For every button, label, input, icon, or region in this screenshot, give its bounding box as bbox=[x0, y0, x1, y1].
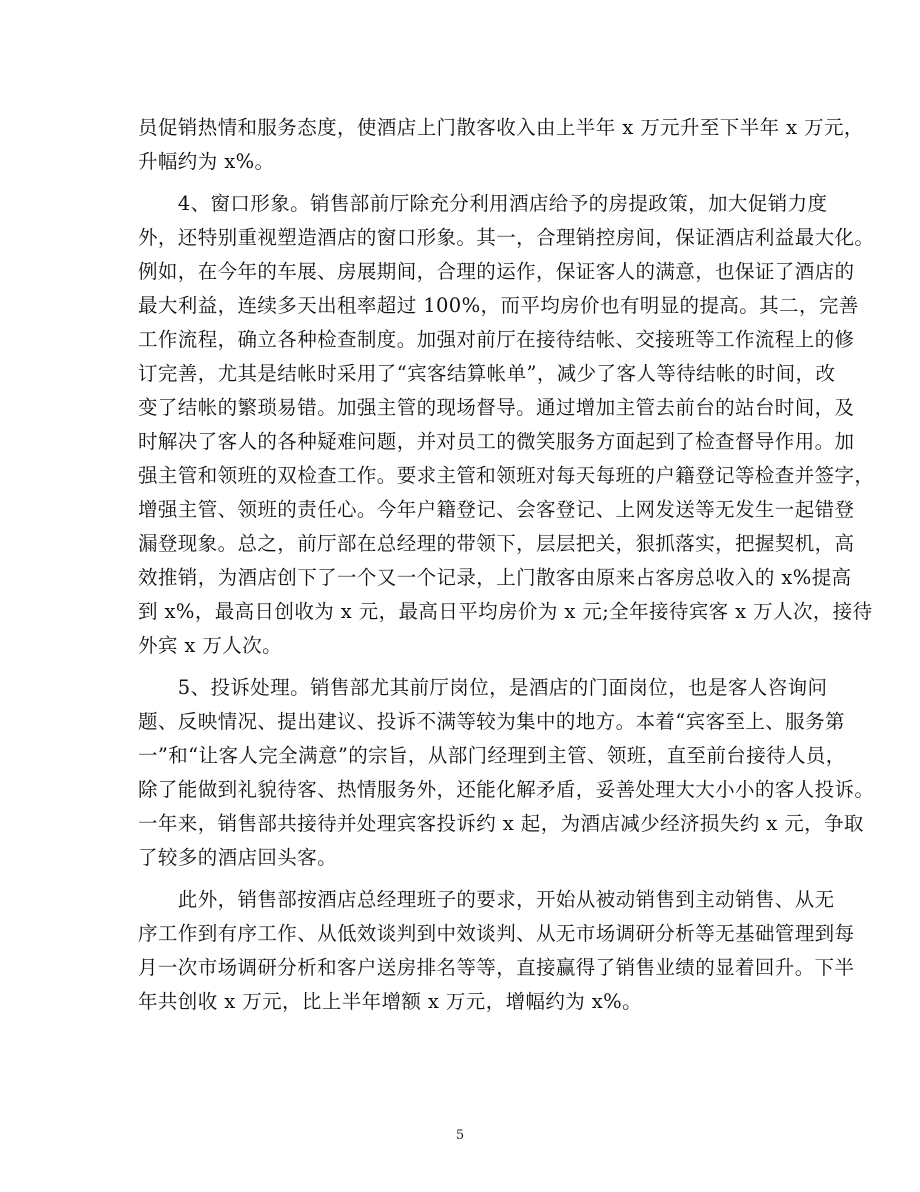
text-line: 一年来，销售部共接待并处理宾客投诉约 x 起，为酒店减少经济损失约 x 元，争取 bbox=[138, 812, 864, 835]
text-line: 变了结帐的繁琐易错。加强主管的现场督导。通过增加主管去前台的站台时间，及 bbox=[138, 396, 855, 419]
text-line: 了较多的酒店回头客。 bbox=[138, 846, 338, 869]
text-line: 最大利益，连续多天出租率超过 100%，而平均房价也有明显的提高。其二，完善 bbox=[138, 294, 859, 317]
text-line: 时解决了客人的各种疑难问题，并对员工的微笑服务方面起到了检查督导作用。加 bbox=[138, 430, 855, 453]
text-line: 月一次市场调研分析和客户送房排名等等，直接赢得了销售业绩的显着回升。下半 bbox=[138, 956, 855, 979]
text-line: 除了能做到礼貌待客、热情服务外，还能化解矛盾，妥善处理大大小小的客人投诉。 bbox=[138, 778, 875, 801]
text-line: 序工作到有序工作、从低效谈判到中效谈判、从无市场调研分析等无基础管理到每 bbox=[138, 922, 855, 945]
text-line: 例如，在今年的车展、房展期间，合理的运作，保证客人的满意，也保证了酒店的 bbox=[138, 260, 855, 283]
text-line: 外，还特别重视塑造酒店的窗口形象。其一，合理销控房间，保证酒店利益最大化。 bbox=[138, 226, 875, 249]
text-line: 题、反映情况、提出建议、投诉不满等较为集中的地方。本着“宾客至上、服务第 bbox=[138, 710, 845, 733]
text-line: 订完善，尤其是结帐时采用了“宾客结算帐单”，减少了客人等待结帐的时间，改 bbox=[138, 362, 836, 385]
text-line: 年共创收 x 万元，比上半年增额 x 万元，增幅约为 x%。 bbox=[138, 990, 643, 1013]
text-line: 4、窗口形象。销售部前厅除充分利用酒店给予的房提政策，加大促销力度 bbox=[138, 192, 828, 215]
text-line: 员促销热情和服务态度，使酒店上门散客收入由上半年 x 万元升至下半年 x 万元， bbox=[138, 116, 864, 139]
text-line: 一”和“让客人完全满意”的宗旨，从部门经理到主管、领班，直至前台接待人员， bbox=[138, 744, 846, 767]
page-number: 5 bbox=[455, 1128, 465, 1143]
text-line: 此外，销售部按酒店总经理班子的要求，开始从被动销售到主动销售、从无 bbox=[138, 888, 835, 911]
text-line: 强主管和领班的双检查工作。要求主管和领班对每天每班的户籍登记等检查并签字， bbox=[138, 464, 875, 487]
text-line: 5、投诉处理。销售部尤其前厅岗位，是酒店的门面岗位，也是客人咨询问 bbox=[138, 676, 828, 699]
text-line: 增强主管、领班的责任心。今年户籍登记、会客登记、上网发送等无发生一起错登 bbox=[138, 498, 855, 521]
text-line: 到 x%，最高日创收为 x 元，最高日平均房价为 x 元;全年接待宾客 x 万人次，接待 bbox=[138, 600, 873, 623]
text-line: 漏登现象。总之，前厅部在总经理的带领下，层层把关，狠抓落实，把握契机，高 bbox=[138, 532, 855, 555]
text-line: 外宾 x 万人次。 bbox=[138, 634, 282, 657]
text-line: 工作流程，确立各种检查制度。加强对前厅在接待结帐、交接班等工作流程上的修 bbox=[138, 328, 855, 351]
text-line: 效推销，为酒店创下了一个又一个记录，上门散客由原来占客房总收入的 x%提高 bbox=[138, 566, 852, 589]
text-line: 升幅约为 x%。 bbox=[138, 150, 275, 173]
